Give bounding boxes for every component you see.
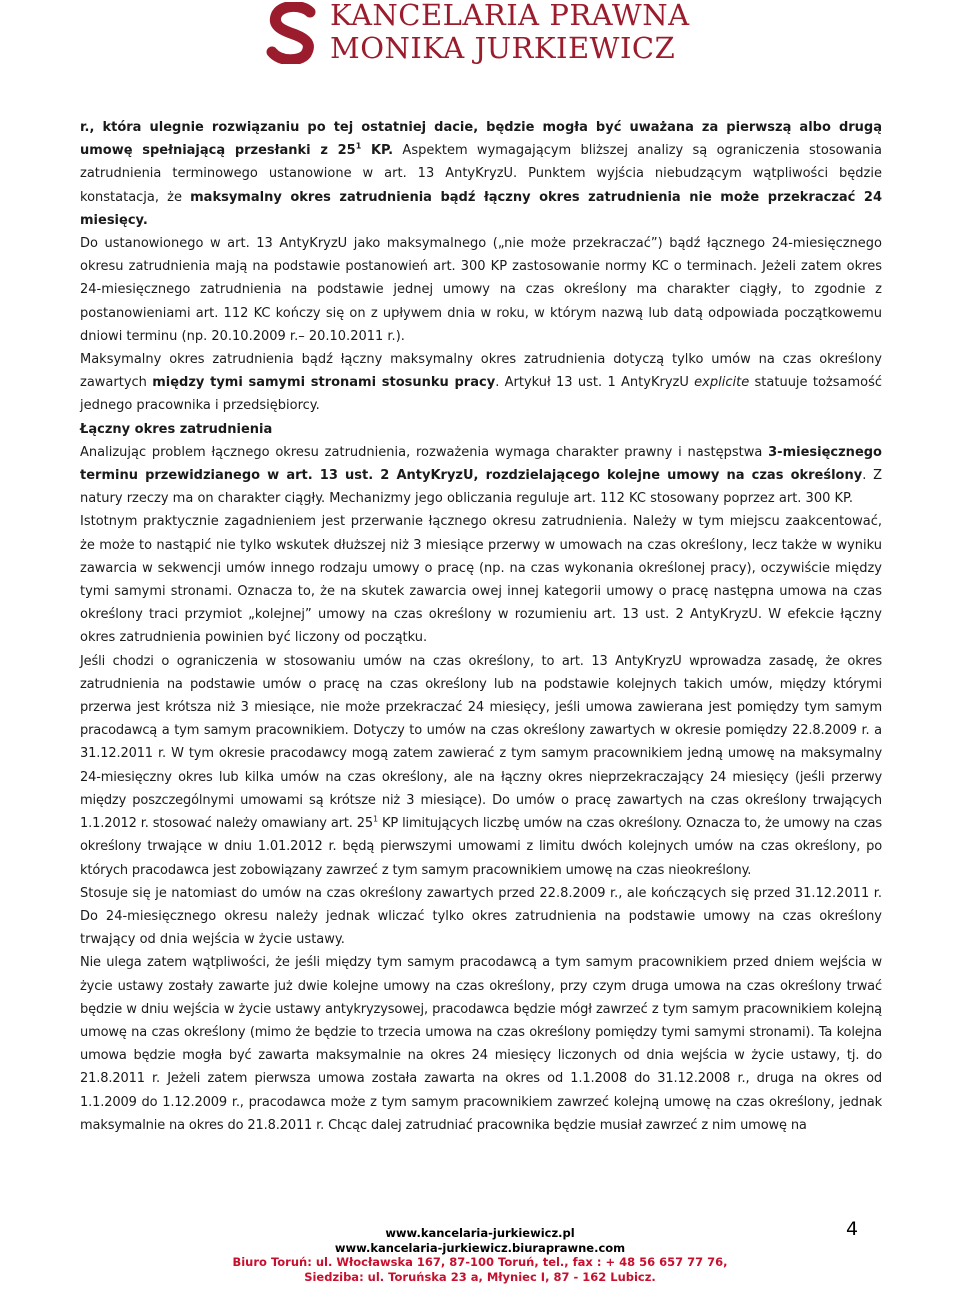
logo-line-2: MONIKA JURKIEWICZ [330, 31, 676, 65]
text: Maksymalny okres zatrudnienia bądź łączny maksymalny okres zatrudnienia dotyczą tylko umów na czas określony zawartych [80, 352, 882, 391]
document-body [80, 116, 882, 1137]
paragraph [80, 650, 882, 882]
office-address [80, 1255, 880, 1270]
text: Jeśli chodzi o ograniczenia w stosowaniu umów na czas określony, to art. 13 AntyKryzU wprowadza zasadę, że okres zatrudnienia na podstawie umów o pracę na czas określony lub na podstawie kolejnych takich umów, między którymi przerwa jest krótsza niż 3 miesiące, nie może przekraczać 24 miesięcy, jeśli umowa zawierana jest pomiędzy tym samym pracodawcą a tym samym pracownikiem. Dotyczy to umów na czas określony zawartych w okresie pomiędzy 22.8.2009 r. a 31.12.2011 r. W tym okresie pracodawcy mogą zatem zawierać z tym samym pracownikiem jedną umowę na maksymalny 24-miesięczny okres lub kilka umów na czas określony, ale na łączny okres nieprzekraczający 24 miesięcy (jeśli przerwy między poszczególnymi umowami są krótsze niż 3 miesiące). Do umów o pracę zawartych na czas określony trwających 1.1.2012 r. stosować należy omawiany art. 25 [80, 653, 882, 832]
logo-line-1: KANCELARIA PRAWNA [330, 0, 690, 32]
headquarters-label: Siedziba: [304, 1269, 364, 1284]
text: Analizując problem łącznego okresu zatrudnienia, rozważenia wymaga charakter prawny i następstwa [80, 444, 769, 460]
letterhead [0, 0, 960, 72]
headquarters-text: ul. Toruńska 23 a, Młyniec I, 87 - 162 Lubicz. [363, 1269, 656, 1284]
italic-text: explicite [694, 375, 750, 391]
website-link[interactable]: www.kancelaria-jurkiewicz.pl [385, 1226, 575, 1240]
text: Aspektem wymagającym bliższej analizy są ograniczenia stosowania zatrudnienia terminowego ustanowione w art. 13 AntyKryzU. Punktem wyjścia niebudzącym wątpliwości będzie konstatacja, że [80, 143, 882, 205]
page-footer [80, 1226, 880, 1284]
paragraph [80, 116, 882, 232]
text: . Artykuł 13 ust. 1 AntyKryzU [495, 375, 695, 391]
bold-text: r., która ulegnie rozwiązaniu po tej ostatniej dacie, będzie mogła być uważana za pierwszą albo drugą umowę spełniającą przesłanki z 25 [80, 120, 882, 159]
section-heading: Łączny okres zatrudnienia [80, 421, 273, 437]
bold-text: KP. [361, 143, 394, 159]
bold-text: maksymalny okres zatrudnienia bądź łączny okres zatrudnienia nie może przekraczać 24 miesięcy. [80, 189, 882, 228]
paragraph: Stosuje się je natomiast do umów na czas określony zawartych przed 22.8.2009 r., ale kończących się przed 31.12.2011 r. Do 24-miesięcznego okresu należy jednak wliczać tylko okres zatrudnienia na podstawie umowy na czas określony trwający od dnia wejścia w życie ustawy. [80, 885, 882, 948]
page-number: 4 [846, 1218, 859, 1240]
paragraph: Istotnym praktycznie zagadnieniem jest przerwanie łącznego okresu zatrudnienia. Należy w tym miejscu zaakcentować, że może to nastąpić nie tylko wskutek dłuższej niż 3 miesiące przerwy w umowach na czas określony, lecz także w wyniku zawarcia w sekwencji umów innego rodzaju umowy o pracę (np. na czas wykonania określonej pracy), oczywiście między tymi samymi stronami. Oznacza to, że na skutek zawarcia owej innej kategorii umowy o pracę następna umowa na czas określony traci przymiot „kolejnej” umowy na czas określony w rozumieniu art. 13 ust. 2 AntyKryzU. W efekcie łączny okres zatrudnienia powinien być liczony od początku. [80, 514, 882, 646]
headquarters-address [80, 1270, 880, 1285]
bold-text: między tymi samymi stronami stosunku pracy [152, 375, 496, 391]
office-text: ul. Włocławska 167, 87-100 Toruń, tel., fax : + 48 56 657 77 76, [311, 1255, 728, 1269]
paragraph: Do ustanowionego w art. 13 AntyKryzU jako maksymalnego („nie może przekraczać”) bądź łącznego 24-miesięcznego okresu zatrudnienia mają na podstawie postanowień art. 300 KP zastosowanie normy KC o terminach. Jeżeli zatem okres 24-miesięcznego zatrudnienia na podstawie jednej umowy na czas określony ma charakter ciągły, to zgodnie z postanowieniami art. 112 KC kończy się on z upływem dnia w roku, w którym nazwą lub datą odpowiada początkowemu dniowi terminu (np. 20.10.2009 r.– 20.10.2011 r.). [80, 236, 882, 344]
superscript: 1 [355, 141, 362, 151]
paragraph: Nie ulega zatem wątpliwości, że jeśli między tym samym pracodawcą a tym samym pracownikiem przed dniem wejścia w życie ustawy zostały zawarte już dwie kolejne umowy na czas określony, przy czym druga umowa na czas określony trwać będzie w dniu wejścia w życie ustawy antykryzysowej, pracodawca będzie mógł zawrzeć z tym samym pracownikiem kolejną umowę na czas określony (mimo że będzie to trzecia umowa na czas określony pomiędzy tymi samymi stronami). Ta kolejna umowa będzie mogła być zawarta maksymalnie na okres 24 miesięcy liczonych od dnia wejścia w życie ustawy, tj. do 21.8.2011 r. Jeżeli zatem pierwsza umowa została zawarta na okres od 1.1.2008 do 31.12.2008 r., druga na okres od 1.1.2009 do 1.12.2009 r., pracodawca może z tym samym pracownikiem zawrzeć kolejną umowę na czas określony, jednak maksymalnie na okres do 21.8.2011 r. Chcąc dalej zatrudniać pracownika będzie musiał zawrzeć z nim umowę na [80, 955, 882, 1133]
office-label: Biuro Toruń: [232, 1255, 312, 1269]
s-monogram-icon [262, 2, 326, 64]
text: statuuje tożsamość jednego pracownika i przedsiębiorcy. [80, 375, 883, 414]
text: KP limitujących liczbę umów na czas określony. Oznacza to, że umowy na czas określony trwające w dniu 1.01.2012 r. będą pierwszymi umowami z limitu dwóch kolejnych umów na czas określony, po których pracodawca jest zobowiązany zawrzeć z tym samym pracownikiem umowę na czas nieokreślony. [80, 816, 882, 878]
text: . Z natury rzeczy ma on charakter ciągły. Mechanizmy jego obliczania reguluje art. 112 KC stosowany poprzez art. 300 KP. [80, 468, 883, 507]
paragraph [80, 441, 882, 511]
bold-text: 3-miesięcznego terminu przewidzianego w art. 13 ust. 2 AntyKryzU, rozdzielającego kolejne umowy na czas określony [80, 444, 882, 484]
superscript: 1 [373, 814, 378, 824]
website-link-secondary[interactable]: www.kancelaria-jurkiewicz.biuraprawne.com [334, 1240, 626, 1255]
paragraph [80, 348, 882, 418]
